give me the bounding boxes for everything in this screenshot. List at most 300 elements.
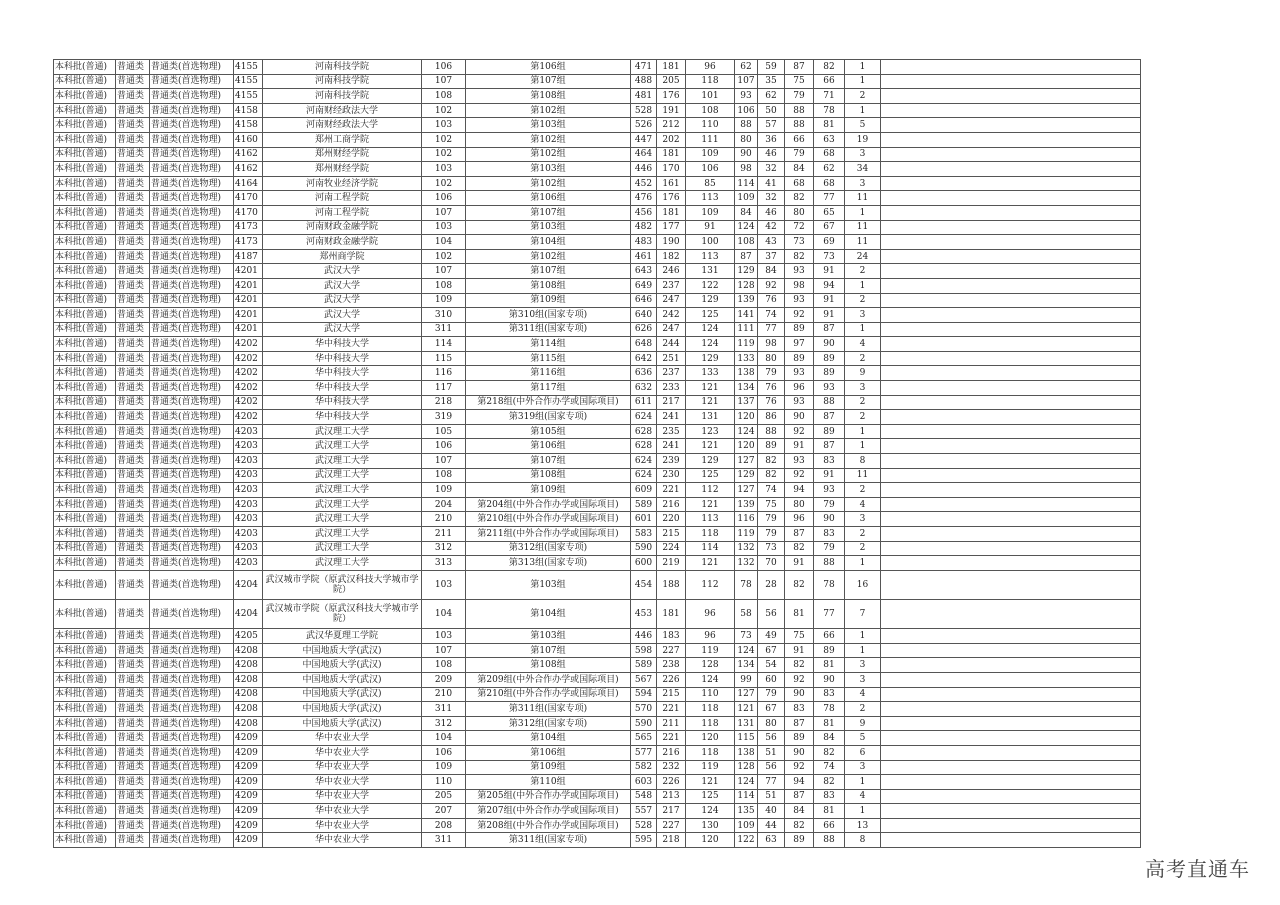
- cell-chinese-math: 224: [657, 541, 686, 556]
- cell-subject-group: 普通类(首选物理): [150, 556, 234, 571]
- cell-subject-group: 普通类(首选物理): [150, 570, 234, 599]
- cell-col-15: 3: [845, 147, 881, 162]
- table-row: [54, 147, 1141, 162]
- table-row: [54, 454, 1141, 469]
- cell-col-11: 87: [735, 249, 758, 264]
- cell-group-code: 107: [422, 454, 466, 469]
- cell-col-10: 114: [686, 541, 735, 556]
- cell-batch: 本科批(普通): [54, 672, 116, 687]
- cell-col-12: 76: [758, 293, 785, 308]
- cell-school-name: 华中农业大学: [263, 804, 422, 819]
- cell-col-10: 106: [686, 162, 735, 177]
- cell-chinese-math: 237: [657, 278, 686, 293]
- table-row: [54, 541, 1141, 556]
- table-row: [54, 103, 1141, 118]
- cell-col-15: 1: [845, 205, 881, 220]
- cell-col-14: 93: [814, 483, 845, 498]
- cell-empty: [881, 366, 1141, 381]
- cell-category: 普通类: [116, 599, 150, 628]
- cell-subject-group: 普通类(首选物理): [150, 439, 234, 454]
- cell-category: 普通类: [116, 191, 150, 206]
- cell-group-code: 106: [422, 439, 466, 454]
- table-row: [54, 512, 1141, 527]
- cell-empty: [881, 205, 1141, 220]
- cell-category: 普通类: [116, 570, 150, 599]
- cell-group-name: 第210组(中外合作办学或国际项目): [466, 512, 631, 527]
- cell-col-14: 77: [814, 191, 845, 206]
- cell-school-name: 武汉城市学院（原武汉科技大学城市学院）: [263, 570, 422, 599]
- cell-chinese-math: 205: [657, 74, 686, 89]
- cell-empty: [881, 833, 1141, 848]
- cell-subject-group: 普通类(首选物理): [150, 789, 234, 804]
- cell-col-12: 89: [758, 439, 785, 454]
- cell-chinese-math: 238: [657, 658, 686, 673]
- cell-school-name: 河南科技学院: [263, 89, 422, 104]
- cell-col-10: 128: [686, 658, 735, 673]
- cell-group-name: 第207组(中外合作办学或国际项目): [466, 804, 631, 819]
- cell-school-name: 武汉大学: [263, 278, 422, 293]
- cell-group-name: 第104组: [466, 731, 631, 746]
- cell-total-score: 632: [631, 381, 657, 396]
- cell-col-14: 90: [814, 672, 845, 687]
- cell-col-12: 67: [758, 702, 785, 717]
- cell-col-15: 1: [845, 629, 881, 644]
- cell-col-15: 3: [845, 308, 881, 323]
- table-row: [54, 687, 1141, 702]
- cell-col-14: 66: [814, 818, 845, 833]
- cell-category: 普通类: [116, 731, 150, 746]
- cell-empty: [881, 629, 1141, 644]
- cell-col-12: 49: [758, 629, 785, 644]
- cell-school-name: 武汉大学: [263, 322, 422, 337]
- cell-school-name: 华中科技大学: [263, 410, 422, 425]
- cell-group-name: 第114组: [466, 337, 631, 352]
- cell-total-score: 589: [631, 497, 657, 512]
- cell-group-code: 109: [422, 760, 466, 775]
- cell-school-code: 4202: [234, 395, 263, 410]
- cell-group-name: 第102组: [466, 103, 631, 118]
- table-row: [54, 643, 1141, 658]
- cell-col-14: 65: [814, 205, 845, 220]
- cell-chinese-math: 226: [657, 672, 686, 687]
- cell-col-13: 84: [785, 162, 814, 177]
- cell-group-code: 105: [422, 424, 466, 439]
- cell-school-name: 武汉理工大学: [263, 424, 422, 439]
- cell-empty: [881, 103, 1141, 118]
- cell-category: 普通类: [116, 410, 150, 425]
- cell-total-score: 643: [631, 264, 657, 279]
- cell-total-score: 548: [631, 789, 657, 804]
- cell-group-code: 312: [422, 541, 466, 556]
- cell-group-code: 311: [422, 833, 466, 848]
- cell-school-name: 中国地质大学(武汉): [263, 643, 422, 658]
- cell-col-11: 127: [735, 454, 758, 469]
- cell-total-score: 649: [631, 278, 657, 293]
- cell-col-13: 87: [785, 527, 814, 542]
- cell-subject-group: 普通类(首选物理): [150, 205, 234, 220]
- cell-col-12: 74: [758, 483, 785, 498]
- cell-col-12: 77: [758, 322, 785, 337]
- cell-empty: [881, 672, 1141, 687]
- cell-col-13: 97: [785, 337, 814, 352]
- cell-school-code: 4203: [234, 439, 263, 454]
- cell-col-13: 82: [785, 249, 814, 264]
- cell-col-10: 125: [686, 468, 735, 483]
- cell-category: 普通类: [116, 643, 150, 658]
- cell-col-14: 87: [814, 322, 845, 337]
- cell-col-10: 118: [686, 74, 735, 89]
- cell-school-name: 华中科技大学: [263, 337, 422, 352]
- cell-chinese-math: 183: [657, 629, 686, 644]
- cell-school-name: 郑州工商学院: [263, 132, 422, 147]
- cell-school-name: 武汉城市学院（原武汉科技大学城市学院）: [263, 599, 422, 628]
- cell-group-code: 313: [422, 556, 466, 571]
- cell-total-score: 464: [631, 147, 657, 162]
- cell-subject-group: 普通类(首选物理): [150, 745, 234, 760]
- cell-col-15: 3: [845, 658, 881, 673]
- cell-total-score: 640: [631, 308, 657, 323]
- table-row: [54, 162, 1141, 177]
- cell-batch: 本科批(普通): [54, 89, 116, 104]
- cell-col-13: 92: [785, 760, 814, 775]
- cell-batch: 本科批(普通): [54, 220, 116, 235]
- cell-total-score: 595: [631, 833, 657, 848]
- cell-chinese-math: 226: [657, 775, 686, 790]
- cell-col-13: 90: [785, 745, 814, 760]
- cell-school-code: 4201: [234, 322, 263, 337]
- cell-empty: [881, 235, 1141, 250]
- cell-col-12: 60: [758, 672, 785, 687]
- cell-chinese-math: 239: [657, 454, 686, 469]
- cell-empty: [881, 716, 1141, 731]
- cell-category: 普通类: [116, 293, 150, 308]
- cell-subject-group: 普通类(首选物理): [150, 424, 234, 439]
- cell-col-13: 93: [785, 454, 814, 469]
- cell-chinese-math: 218: [657, 833, 686, 848]
- cell-col-10: 120: [686, 833, 735, 848]
- cell-empty: [881, 527, 1141, 542]
- cell-subject-group: 普通类(首选物理): [150, 89, 234, 104]
- cell-col-13: 84: [785, 804, 814, 819]
- cell-chinese-math: 219: [657, 556, 686, 571]
- cell-total-score: 611: [631, 395, 657, 410]
- cell-school-code: 4209: [234, 775, 263, 790]
- cell-col-15: 2: [845, 702, 881, 717]
- cell-col-10: 118: [686, 716, 735, 731]
- cell-col-10: 109: [686, 205, 735, 220]
- cell-col-11: 134: [735, 381, 758, 396]
- cell-batch: 本科批(普通): [54, 658, 116, 673]
- cell-school-code: 4202: [234, 366, 263, 381]
- cell-group-code: 102: [422, 103, 466, 118]
- cell-batch: 本科批(普通): [54, 103, 116, 118]
- cell-col-13: 82: [785, 570, 814, 599]
- cell-subject-group: 普通类(首选物理): [150, 643, 234, 658]
- cell-col-14: 81: [814, 716, 845, 731]
- cell-empty: [881, 818, 1141, 833]
- cell-subject-group: 普通类(首选物理): [150, 132, 234, 147]
- cell-school-name: 华中农业大学: [263, 731, 422, 746]
- cell-col-14: 82: [814, 60, 845, 75]
- cell-group-name: 第103组: [466, 570, 631, 599]
- cell-empty: [881, 658, 1141, 673]
- cell-batch: 本科批(普通): [54, 731, 116, 746]
- cell-total-score: 481: [631, 89, 657, 104]
- table-row: [54, 322, 1141, 337]
- table-row: [54, 264, 1141, 279]
- cell-col-14: 81: [814, 658, 845, 673]
- cell-col-10: 121: [686, 439, 735, 454]
- cell-col-15: 2: [845, 351, 881, 366]
- cell-category: 普通类: [116, 804, 150, 819]
- cell-total-score: 446: [631, 162, 657, 177]
- cell-group-name: 第110组: [466, 775, 631, 790]
- cell-col-12: 77: [758, 775, 785, 790]
- cell-col-11: 135: [735, 804, 758, 819]
- cell-school-code: 4155: [234, 60, 263, 75]
- cell-col-11: 121: [735, 702, 758, 717]
- cell-col-12: 32: [758, 191, 785, 206]
- cell-total-score: 624: [631, 410, 657, 425]
- cell-empty: [881, 249, 1141, 264]
- cell-batch: 本科批(普通): [54, 512, 116, 527]
- cell-col-15: 1: [845, 556, 881, 571]
- cell-total-score: 483: [631, 235, 657, 250]
- cell-empty: [881, 497, 1141, 512]
- cell-school-code: 4203: [234, 512, 263, 527]
- table-row: [54, 118, 1141, 133]
- table-row: [54, 74, 1141, 89]
- cell-total-score: 453: [631, 599, 657, 628]
- cell-chinese-math: 215: [657, 687, 686, 702]
- cell-col-13: 90: [785, 687, 814, 702]
- cell-group-code: 109: [422, 293, 466, 308]
- cell-category: 普通类: [116, 89, 150, 104]
- cell-subject-group: 普通类(首选物理): [150, 381, 234, 396]
- cell-group-code: 312: [422, 716, 466, 731]
- cell-total-score: 646: [631, 293, 657, 308]
- cell-col-12: 62: [758, 89, 785, 104]
- cell-batch: 本科批(普通): [54, 337, 116, 352]
- cell-group-code: 311: [422, 702, 466, 717]
- cell-subject-group: 普通类(首选物理): [150, 249, 234, 264]
- cell-col-11: 131: [735, 716, 758, 731]
- cell-batch: 本科批(普通): [54, 351, 116, 366]
- cell-subject-group: 普通类(首选物理): [150, 672, 234, 687]
- cell-group-name: 第312组(国家专项): [466, 716, 631, 731]
- cell-category: 普通类: [116, 249, 150, 264]
- cell-school-code: 4202: [234, 410, 263, 425]
- cell-group-code: 103: [422, 570, 466, 599]
- cell-col-11: 134: [735, 658, 758, 673]
- cell-col-12: 44: [758, 818, 785, 833]
- cell-col-10: 125: [686, 308, 735, 323]
- cell-batch: 本科批(普通): [54, 468, 116, 483]
- cell-col-13: 91: [785, 439, 814, 454]
- cell-group-code: 107: [422, 74, 466, 89]
- cell-category: 普通类: [116, 162, 150, 177]
- cell-col-12: 59: [758, 60, 785, 75]
- cell-school-name: 中国地质大学(武汉): [263, 716, 422, 731]
- cell-category: 普通类: [116, 337, 150, 352]
- cell-col-12: 82: [758, 454, 785, 469]
- cell-group-name: 第209组(中外合作办学或国际项目): [466, 672, 631, 687]
- cell-col-12: 41: [758, 176, 785, 191]
- cell-empty: [881, 351, 1141, 366]
- cell-chinese-math: 227: [657, 643, 686, 658]
- cell-col-11: 84: [735, 205, 758, 220]
- cell-group-code: 102: [422, 176, 466, 191]
- cell-chinese-math: 247: [657, 322, 686, 337]
- cell-group-code: 104: [422, 235, 466, 250]
- cell-col-12: 79: [758, 366, 785, 381]
- cell-batch: 本科批(普通): [54, 789, 116, 804]
- cell-batch: 本科批(普通): [54, 147, 116, 162]
- cell-school-name: 河南工程学院: [263, 191, 422, 206]
- table-row: [54, 176, 1141, 191]
- cell-col-12: 79: [758, 527, 785, 542]
- cell-subject-group: 普通类(首选物理): [150, 512, 234, 527]
- cell-batch: 本科批(普通): [54, 775, 116, 790]
- cell-group-name: 第102组: [466, 132, 631, 147]
- cell-batch: 本科批(普通): [54, 424, 116, 439]
- cell-col-12: 36: [758, 132, 785, 147]
- cell-school-code: 4203: [234, 424, 263, 439]
- cell-school-name: 河南财经政法大学: [263, 103, 422, 118]
- cell-col-11: 119: [735, 337, 758, 352]
- cell-col-10: 121: [686, 381, 735, 396]
- cell-group-name: 第204组(中外合作办学或国际项目): [466, 497, 631, 512]
- cell-school-name: 中国地质大学(武汉): [263, 672, 422, 687]
- cell-col-14: 88: [814, 395, 845, 410]
- cell-empty: [881, 468, 1141, 483]
- table-row: [54, 249, 1141, 264]
- cell-col-14: 73: [814, 249, 845, 264]
- cell-batch: 本科批(普通): [54, 395, 116, 410]
- cell-subject-group: 普通类(首选物理): [150, 103, 234, 118]
- table-row: [54, 775, 1141, 790]
- cell-col-14: 91: [814, 264, 845, 279]
- table-row: [54, 702, 1141, 717]
- cell-col-15: 1: [845, 643, 881, 658]
- cell-empty: [881, 395, 1141, 410]
- cell-empty: [881, 89, 1141, 104]
- cell-school-code: 4203: [234, 454, 263, 469]
- cell-school-code: 4209: [234, 818, 263, 833]
- cell-col-14: 78: [814, 702, 845, 717]
- cell-school-code: 4158: [234, 118, 263, 133]
- table-row: [54, 468, 1141, 483]
- cell-group-code: 207: [422, 804, 466, 819]
- cell-group-name: 第106组: [466, 439, 631, 454]
- cell-empty: [881, 410, 1141, 425]
- cell-col-11: 109: [735, 191, 758, 206]
- cell-category: 普通类: [116, 235, 150, 250]
- cell-col-13: 92: [785, 468, 814, 483]
- cell-subject-group: 普通类(首选物理): [150, 629, 234, 644]
- cell-col-13: 87: [785, 60, 814, 75]
- cell-chinese-math: 235: [657, 424, 686, 439]
- cell-group-name: 第107组: [466, 454, 631, 469]
- cell-col-10: 96: [686, 599, 735, 628]
- cell-category: 普通类: [116, 789, 150, 804]
- cell-school-name: 郑州商学院: [263, 249, 422, 264]
- cell-school-code: 4208: [234, 658, 263, 673]
- cell-col-14: 93: [814, 381, 845, 396]
- cell-group-code: 311: [422, 322, 466, 337]
- cell-col-13: 75: [785, 629, 814, 644]
- cell-school-name: 华中农业大学: [263, 760, 422, 775]
- table-row: [54, 731, 1141, 746]
- cell-col-15: 9: [845, 366, 881, 381]
- cell-category: 普通类: [116, 205, 150, 220]
- cell-col-13: 87: [785, 716, 814, 731]
- cell-group-name: 第103组: [466, 162, 631, 177]
- table-row: [54, 191, 1141, 206]
- cell-subject-group: 普通类(首选物理): [150, 658, 234, 673]
- cell-school-name: 河南科技学院: [263, 60, 422, 75]
- cell-col-13: 73: [785, 235, 814, 250]
- table-row: [54, 745, 1141, 760]
- cell-col-14: 83: [814, 454, 845, 469]
- cell-school-name: 华中农业大学: [263, 745, 422, 760]
- cell-col-15: 4: [845, 337, 881, 352]
- cell-group-code: 107: [422, 264, 466, 279]
- cell-col-12: 67: [758, 643, 785, 658]
- table-row: [54, 381, 1141, 396]
- cell-col-13: 87: [785, 789, 814, 804]
- cell-empty: [881, 337, 1141, 352]
- cell-col-15: 11: [845, 468, 881, 483]
- cell-category: 普通类: [116, 439, 150, 454]
- cell-col-10: 129: [686, 293, 735, 308]
- cell-empty: [881, 687, 1141, 702]
- cell-col-10: 96: [686, 60, 735, 75]
- cell-school-code: 4204: [234, 570, 263, 599]
- cell-col-14: 91: [814, 308, 845, 323]
- cell-subject-group: 普通类(首选物理): [150, 818, 234, 833]
- cell-group-code: 106: [422, 60, 466, 75]
- cell-category: 普通类: [116, 775, 150, 790]
- cell-col-15: 11: [845, 220, 881, 235]
- cell-col-14: 90: [814, 512, 845, 527]
- cell-col-14: 63: [814, 132, 845, 147]
- cell-empty: [881, 60, 1141, 75]
- cell-school-name: 武汉理工大学: [263, 454, 422, 469]
- cell-subject-group: 普通类(首选物理): [150, 162, 234, 177]
- cell-empty: [881, 278, 1141, 293]
- cell-chinese-math: 246: [657, 264, 686, 279]
- cell-chinese-math: 232: [657, 760, 686, 775]
- cell-school-code: 4155: [234, 74, 263, 89]
- cell-chinese-math: 251: [657, 351, 686, 366]
- cell-category: 普通类: [116, 745, 150, 760]
- cell-chinese-math: 212: [657, 118, 686, 133]
- cell-chinese-math: 181: [657, 205, 686, 220]
- cell-batch: 本科批(普通): [54, 249, 116, 264]
- table-row: [54, 293, 1141, 308]
- cell-batch: 本科批(普通): [54, 556, 116, 571]
- cell-col-15: 2: [845, 293, 881, 308]
- cell-col-10: 110: [686, 687, 735, 702]
- cell-subject-group: 普通类(首选物理): [150, 599, 234, 628]
- cell-school-code: 4173: [234, 220, 263, 235]
- cell-col-11: 109: [735, 818, 758, 833]
- cell-subject-group: 普通类(首选物理): [150, 760, 234, 775]
- cell-empty: [881, 745, 1141, 760]
- cell-category: 普通类: [116, 264, 150, 279]
- table-row: [54, 308, 1141, 323]
